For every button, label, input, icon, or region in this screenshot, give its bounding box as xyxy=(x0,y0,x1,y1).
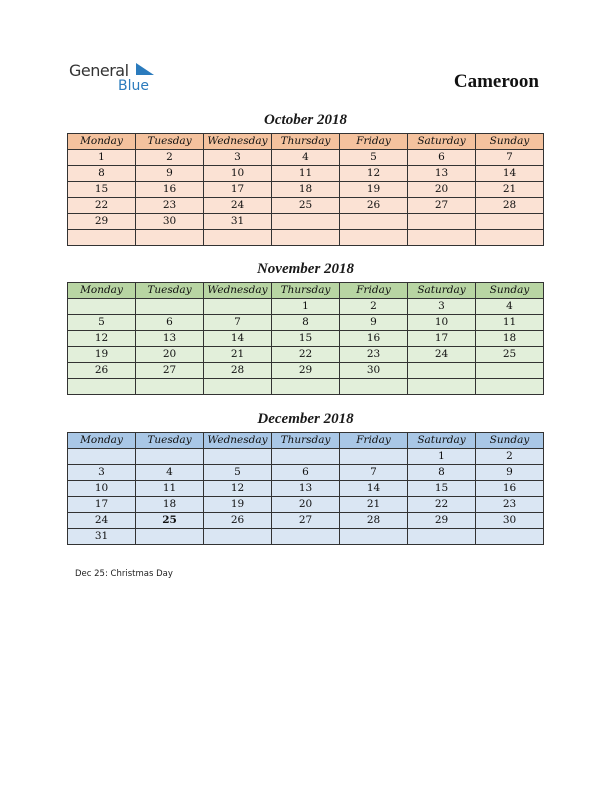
calendar-empty-cell xyxy=(136,379,204,395)
calendar-empty-cell xyxy=(204,529,272,545)
calendar-day-cell: 28 xyxy=(204,363,272,379)
calendar-day-cell: 21 xyxy=(204,347,272,363)
calendar-day-cell: 31 xyxy=(68,529,136,545)
month-title-november: November 2018 xyxy=(256,261,355,277)
calendar-october xyxy=(67,133,544,246)
calendar-empty-cell xyxy=(476,363,544,379)
calendar-day-cell: 10 xyxy=(68,481,136,497)
weekday-header: Tuesday xyxy=(136,283,204,299)
calendar-day-cell: 23 xyxy=(340,347,408,363)
calendar-day-cell: 21 xyxy=(340,497,408,513)
logo-general-text: General xyxy=(69,61,129,80)
calendar-day-cell: 26 xyxy=(68,363,136,379)
calendar-week-row xyxy=(68,513,544,529)
calendar-day-cell: 17 xyxy=(408,331,476,347)
weekday-header: Thursday xyxy=(272,433,340,449)
calendar-week-row xyxy=(68,465,544,481)
calendar-empty-cell xyxy=(272,379,340,395)
calendar-day-cell: 16 xyxy=(136,182,204,198)
calendar-day-cell: 24 xyxy=(68,513,136,529)
calendar-day-cell: 27 xyxy=(272,513,340,529)
calendar-day-cell: 12 xyxy=(340,166,408,182)
calendar-day-cell: 20 xyxy=(136,347,204,363)
weekday-header: Sunday xyxy=(476,134,544,150)
calendar-day-cell: 13 xyxy=(136,331,204,347)
weekday-header: Monday xyxy=(68,283,136,299)
calendar-empty-cell xyxy=(204,230,272,246)
generalblue-logo xyxy=(69,61,169,97)
calendar-day-cell: 5 xyxy=(340,150,408,166)
weekday-header-row xyxy=(68,134,544,150)
calendar-day-cell: 17 xyxy=(68,497,136,513)
calendar-day-cell: 8 xyxy=(408,465,476,481)
calendar-day-cell: 15 xyxy=(408,481,476,497)
calendar-day-cell: 6 xyxy=(136,315,204,331)
calendar-day-cell: 16 xyxy=(340,331,408,347)
calendar-week-row xyxy=(68,347,544,363)
calendar-day-cell: 25 xyxy=(476,347,544,363)
calendar-day-cell: 14 xyxy=(476,166,544,182)
logo-flag-icon xyxy=(134,63,154,77)
calendar-day-cell: 5 xyxy=(68,315,136,331)
calendar-empty-cell xyxy=(68,449,136,465)
calendar-day-cell: 4 xyxy=(476,299,544,315)
calendar-week-row xyxy=(68,331,544,347)
calendar-empty-cell xyxy=(340,214,408,230)
weekday-header-row xyxy=(68,433,544,449)
calendar-day-cell: 17 xyxy=(204,182,272,198)
calendar-day-cell: 23 xyxy=(136,198,204,214)
logo-blue-text: Blue xyxy=(118,78,149,94)
calendar-empty-cell xyxy=(476,214,544,230)
calendar-day-cell: 11 xyxy=(272,166,340,182)
calendar-day-cell: 12 xyxy=(68,331,136,347)
calendar-day-cell: 30 xyxy=(136,214,204,230)
calendar-empty-cell xyxy=(408,379,476,395)
calendar-day-cell: 23 xyxy=(476,497,544,513)
calendar-day-cell: 3 xyxy=(68,465,136,481)
calendar-empty-cell xyxy=(340,449,408,465)
weekday-header: Wednesday xyxy=(204,283,272,299)
calendar-day-cell: 14 xyxy=(204,331,272,347)
calendar-day-cell: 7 xyxy=(340,465,408,481)
calendar-day-cell: 30 xyxy=(340,363,408,379)
calendar-empty-cell xyxy=(272,449,340,465)
calendar-day-cell: 24 xyxy=(408,347,476,363)
calendar-day-cell: 18 xyxy=(476,331,544,347)
calendar-day-cell: 4 xyxy=(272,150,340,166)
calendar-day-cell: 4 xyxy=(136,465,204,481)
weekday-header: Saturday xyxy=(408,433,476,449)
calendar-day-cell: 9 xyxy=(340,315,408,331)
weekday-header: Tuesday xyxy=(136,134,204,150)
calendar-empty-cell xyxy=(204,299,272,315)
calendar-day-cell: 28 xyxy=(476,198,544,214)
calendar-day-cell: 18 xyxy=(136,497,204,513)
weekday-header: Sunday xyxy=(476,283,544,299)
calendar-day-cell: 2 xyxy=(476,449,544,465)
weekday-header: Monday xyxy=(68,134,136,150)
calendar-day-cell: 29 xyxy=(272,363,340,379)
calendar-day-cell: 1 xyxy=(68,150,136,166)
calendar-day-cell: 9 xyxy=(136,166,204,182)
calendar-day-cell: 31 xyxy=(204,214,272,230)
month-title-october: October 2018 xyxy=(264,112,347,128)
calendar-week-row xyxy=(68,150,544,166)
calendar-week-row xyxy=(68,529,544,545)
weekday-header: Monday xyxy=(68,433,136,449)
calendar-day-cell: 2 xyxy=(340,299,408,315)
calendar-empty-cell xyxy=(68,299,136,315)
calendar-day-cell: 2 xyxy=(136,150,204,166)
calendar-day-cell: 22 xyxy=(408,497,476,513)
calendar-day-cell: 8 xyxy=(68,166,136,182)
weekday-header: Saturday xyxy=(408,283,476,299)
calendar-empty-cell xyxy=(136,529,204,545)
calendar-day-cell: 3 xyxy=(204,150,272,166)
calendar-week-row xyxy=(68,198,544,214)
calendar-day-cell: 13 xyxy=(272,481,340,497)
calendar-day-cell: 7 xyxy=(476,150,544,166)
calendar-empty-cell xyxy=(204,449,272,465)
calendar-empty-cell xyxy=(136,449,204,465)
calendar-week-row xyxy=(68,299,544,315)
calendar-week-row xyxy=(68,363,544,379)
calendar-day-cell: 18 xyxy=(272,182,340,198)
calendar-empty-cell xyxy=(340,529,408,545)
calendar-empty-cell xyxy=(408,230,476,246)
calendar-empty-cell xyxy=(476,529,544,545)
calendar-week-row xyxy=(68,449,544,465)
calendar-day-cell: 5 xyxy=(204,465,272,481)
calendar-day-cell: 29 xyxy=(408,513,476,529)
weekday-header-row xyxy=(68,283,544,299)
calendar-day-cell: 14 xyxy=(340,481,408,497)
weekday-header: Wednesday xyxy=(204,433,272,449)
calendar-week-row xyxy=(68,481,544,497)
weekday-header: Tuesday xyxy=(136,433,204,449)
calendar-day-cell: 11 xyxy=(476,315,544,331)
calendar-day-cell: 26 xyxy=(204,513,272,529)
calendar-day-cell: 20 xyxy=(408,182,476,198)
calendar-december xyxy=(67,432,544,545)
calendar-day-cell: 22 xyxy=(272,347,340,363)
calendar-day-cell: 9 xyxy=(476,465,544,481)
calendar-empty-cell xyxy=(136,299,204,315)
calendar-empty-cell xyxy=(272,529,340,545)
calendar-day-cell: 11 xyxy=(136,481,204,497)
calendar-empty-cell xyxy=(408,529,476,545)
calendar-empty-cell xyxy=(68,379,136,395)
calendar-empty-cell xyxy=(408,363,476,379)
calendar-week-row xyxy=(68,182,544,198)
calendar-day-cell: 20 xyxy=(272,497,340,513)
calendar-day-cell: 3 xyxy=(408,299,476,315)
calendar-day-cell: 1 xyxy=(272,299,340,315)
calendar-week-row xyxy=(68,497,544,513)
calendar-empty-cell xyxy=(340,230,408,246)
weekday-header: Saturday xyxy=(408,134,476,150)
holiday-note: Dec 25: Christmas Day xyxy=(75,569,173,579)
calendar-week-row xyxy=(68,315,544,331)
calendar-day-cell: 19 xyxy=(204,497,272,513)
calendar-day-cell: 10 xyxy=(408,315,476,331)
calendar-november xyxy=(67,282,544,395)
calendar-day-cell: 28 xyxy=(340,513,408,529)
calendar-day-cell: 24 xyxy=(204,198,272,214)
calendar-empty-cell xyxy=(340,379,408,395)
weekday-header: Thursday xyxy=(272,134,340,150)
weekday-header: Friday xyxy=(340,134,408,150)
calendar-empty-cell xyxy=(476,379,544,395)
month-title-december: December 2018 xyxy=(257,411,354,427)
calendar-day-cell: 27 xyxy=(408,198,476,214)
weekday-header: Thursday xyxy=(272,283,340,299)
weekday-header: Wednesday xyxy=(204,134,272,150)
calendar-day-cell: 8 xyxy=(272,315,340,331)
calendar-week-row xyxy=(68,166,544,182)
calendar-empty-cell xyxy=(272,230,340,246)
weekday-header: Friday xyxy=(340,433,408,449)
calendar-day-cell: 27 xyxy=(136,363,204,379)
calendar-empty-cell xyxy=(272,214,340,230)
calendar-empty-cell xyxy=(136,230,204,246)
calendar-day-cell: 16 xyxy=(476,481,544,497)
calendar-day-cell: 19 xyxy=(68,347,136,363)
calendar-empty-cell xyxy=(408,214,476,230)
calendar-empty-cell xyxy=(476,230,544,246)
calendar-day-cell: 7 xyxy=(204,315,272,331)
calendar-day-cell: 26 xyxy=(340,198,408,214)
calendar-day-cell: 15 xyxy=(68,182,136,198)
weekday-header: Friday xyxy=(340,283,408,299)
calendar-empty-cell xyxy=(68,230,136,246)
calendar-week-row xyxy=(68,230,544,246)
calendar-week-row xyxy=(68,379,544,395)
calendar-day-cell: 15 xyxy=(272,331,340,347)
calendar-day-cell: 12 xyxy=(204,481,272,497)
calendar-day-cell: 21 xyxy=(476,182,544,198)
calendar-day-cell: 13 xyxy=(408,166,476,182)
calendar-day-cell: 25 xyxy=(272,198,340,214)
calendar-day-cell: 6 xyxy=(408,150,476,166)
calendar-holiday-cell: 25 xyxy=(136,513,204,529)
country-title: Cameroon xyxy=(453,71,539,92)
calendar-day-cell: 19 xyxy=(340,182,408,198)
calendar-day-cell: 22 xyxy=(68,198,136,214)
calendar-empty-cell xyxy=(204,379,272,395)
calendar-day-cell: 29 xyxy=(68,214,136,230)
calendar-day-cell: 1 xyxy=(408,449,476,465)
calendar-day-cell: 6 xyxy=(272,465,340,481)
calendar-day-cell: 30 xyxy=(476,513,544,529)
calendar-week-row xyxy=(68,214,544,230)
calendar-day-cell: 10 xyxy=(204,166,272,182)
weekday-header: Sunday xyxy=(476,433,544,449)
